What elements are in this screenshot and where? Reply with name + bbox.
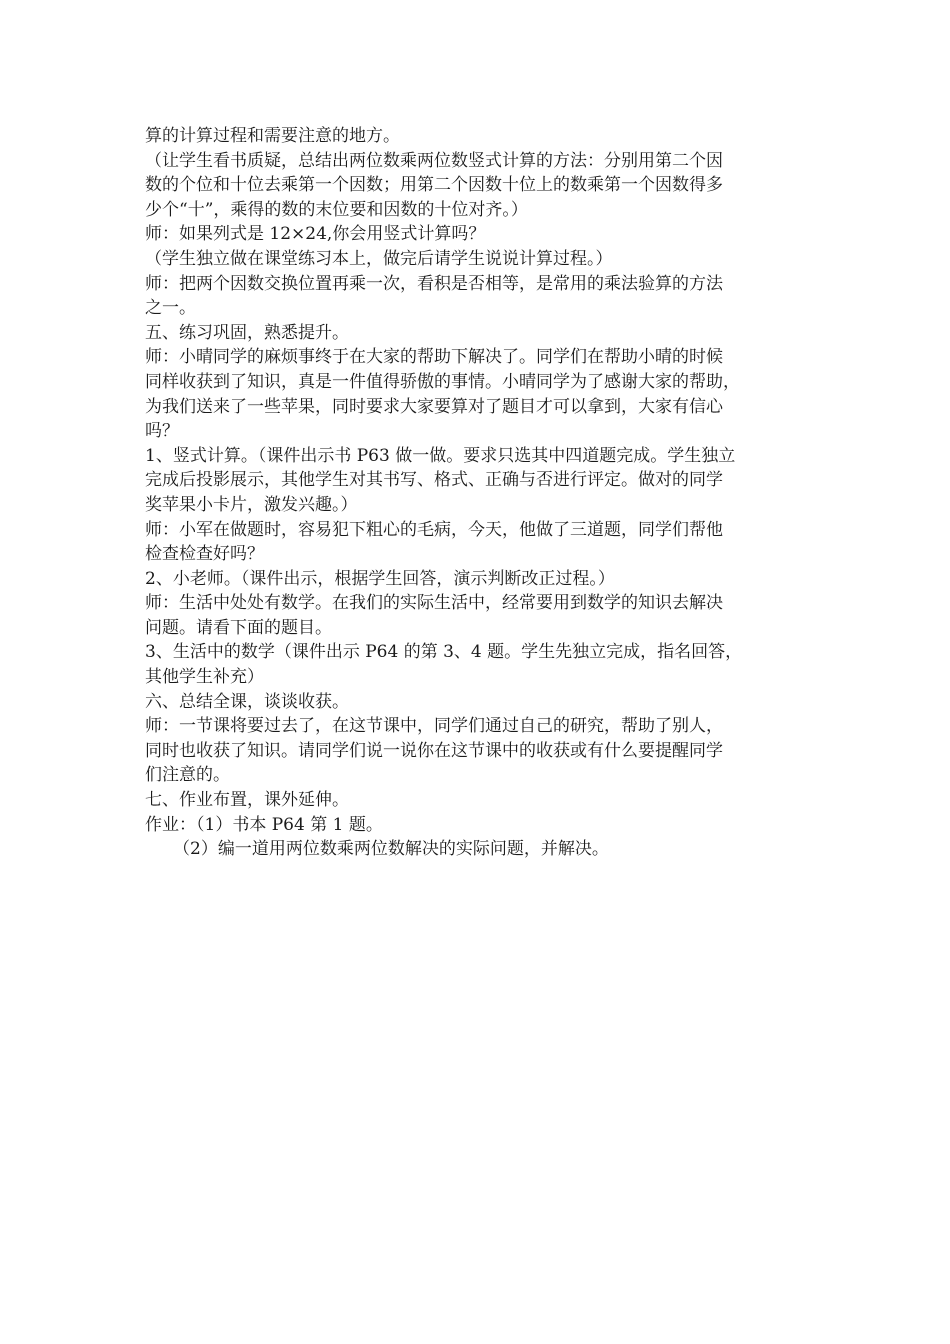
text-line: 1、竖式计算。（课件出示书 P63 做一做。要求只选其中四道题完成。学生独立	[145, 445, 736, 466]
text-line: 完成后投影展示，其他学生对其书写、格式、正确与否进行评定。做对的同学	[145, 470, 723, 491]
section-heading: 五、练习巩固，熟悉提升。	[145, 322, 349, 343]
text-line: 少个“十”，乘得的数的末位要和因数的十位对齐。）	[145, 199, 528, 220]
text-line: 们注意的。	[145, 765, 230, 786]
text-line: 数的个位和十位去乘第一个因数；用第二个因数十位上的数乘第一个因数得多	[145, 175, 723, 196]
document-body	[145, 124, 815, 862]
text-line: 检查检查好吗？	[145, 544, 264, 565]
text-line: 之一。	[145, 298, 196, 319]
text-line: 师：小军在做题时，容易犯下粗心的毛病，今天，他做了三道题，同学们帮他	[145, 519, 723, 540]
text-line: （让学生看书质疑，总结出两位数乘两位数竖式计算的方法：分别用第二个因	[145, 150, 723, 171]
text-line: 师：生活中处处有数学。在我们的实际生活中，经常要用到数学的知识去解决	[145, 593, 723, 614]
section-heading: 六、总结全课，谈谈收获。	[145, 691, 349, 712]
text-line: 问题。请看下面的题目。	[145, 617, 332, 638]
homework-item: 作业：（1）书本 P64 第 1 题。	[145, 814, 383, 835]
text-line: （学生独立做在课堂练习本上，做完后请学生说说计算过程。）	[145, 248, 613, 269]
text-line: 算的计算过程和需要注意的地方。	[145, 126, 400, 146]
text-line: 师：一节课将要过去了，在这节课中，同学们通过自己的研究，帮助了别人，	[145, 716, 723, 737]
text-line: 2、小老师。（课件出示，根据学生回答，演示判断改正过程。）	[145, 568, 615, 589]
text-line: 奖苹果小卡片，激发兴趣。）	[145, 494, 358, 515]
text-line: 吗？	[145, 421, 179, 442]
text-line: 师：如果列式是 12×24,你会用竖式计算吗？	[145, 224, 486, 245]
text-line: 其他学生补充）	[145, 667, 264, 688]
text-line: 为我们送来了一些苹果，同时要求大家要算对了题目才可以拿到，大家有信心	[145, 396, 723, 417]
text-line: 师：小晴同学的麻烦事终于在大家的帮助下解决了。同学们在帮助小晴的时候	[145, 347, 723, 368]
text-line: 同时也收获了知识。请同学们说一说你在这节课中的收获或有什么要提醒同学	[145, 740, 723, 761]
text-line: 师：把两个因数交换位置再乘一次，看积是否相等，是常用的乘法验算的方法	[145, 273, 723, 294]
text-line: 同样收获到了知识，真是一件值得骄傲的事情。小晴同学为了感谢大家的帮助，	[145, 371, 740, 392]
section-heading: 七、作业布置，课外延伸。	[145, 790, 349, 811]
homework-item: （2）编一道用两位数乘两位数解决的实际问题，并解决。	[173, 839, 609, 860]
text-line: 3、生活中的数学（课件出示 P64 的第 3、4 题。学生先独立完成，指名回答，	[145, 642, 743, 663]
